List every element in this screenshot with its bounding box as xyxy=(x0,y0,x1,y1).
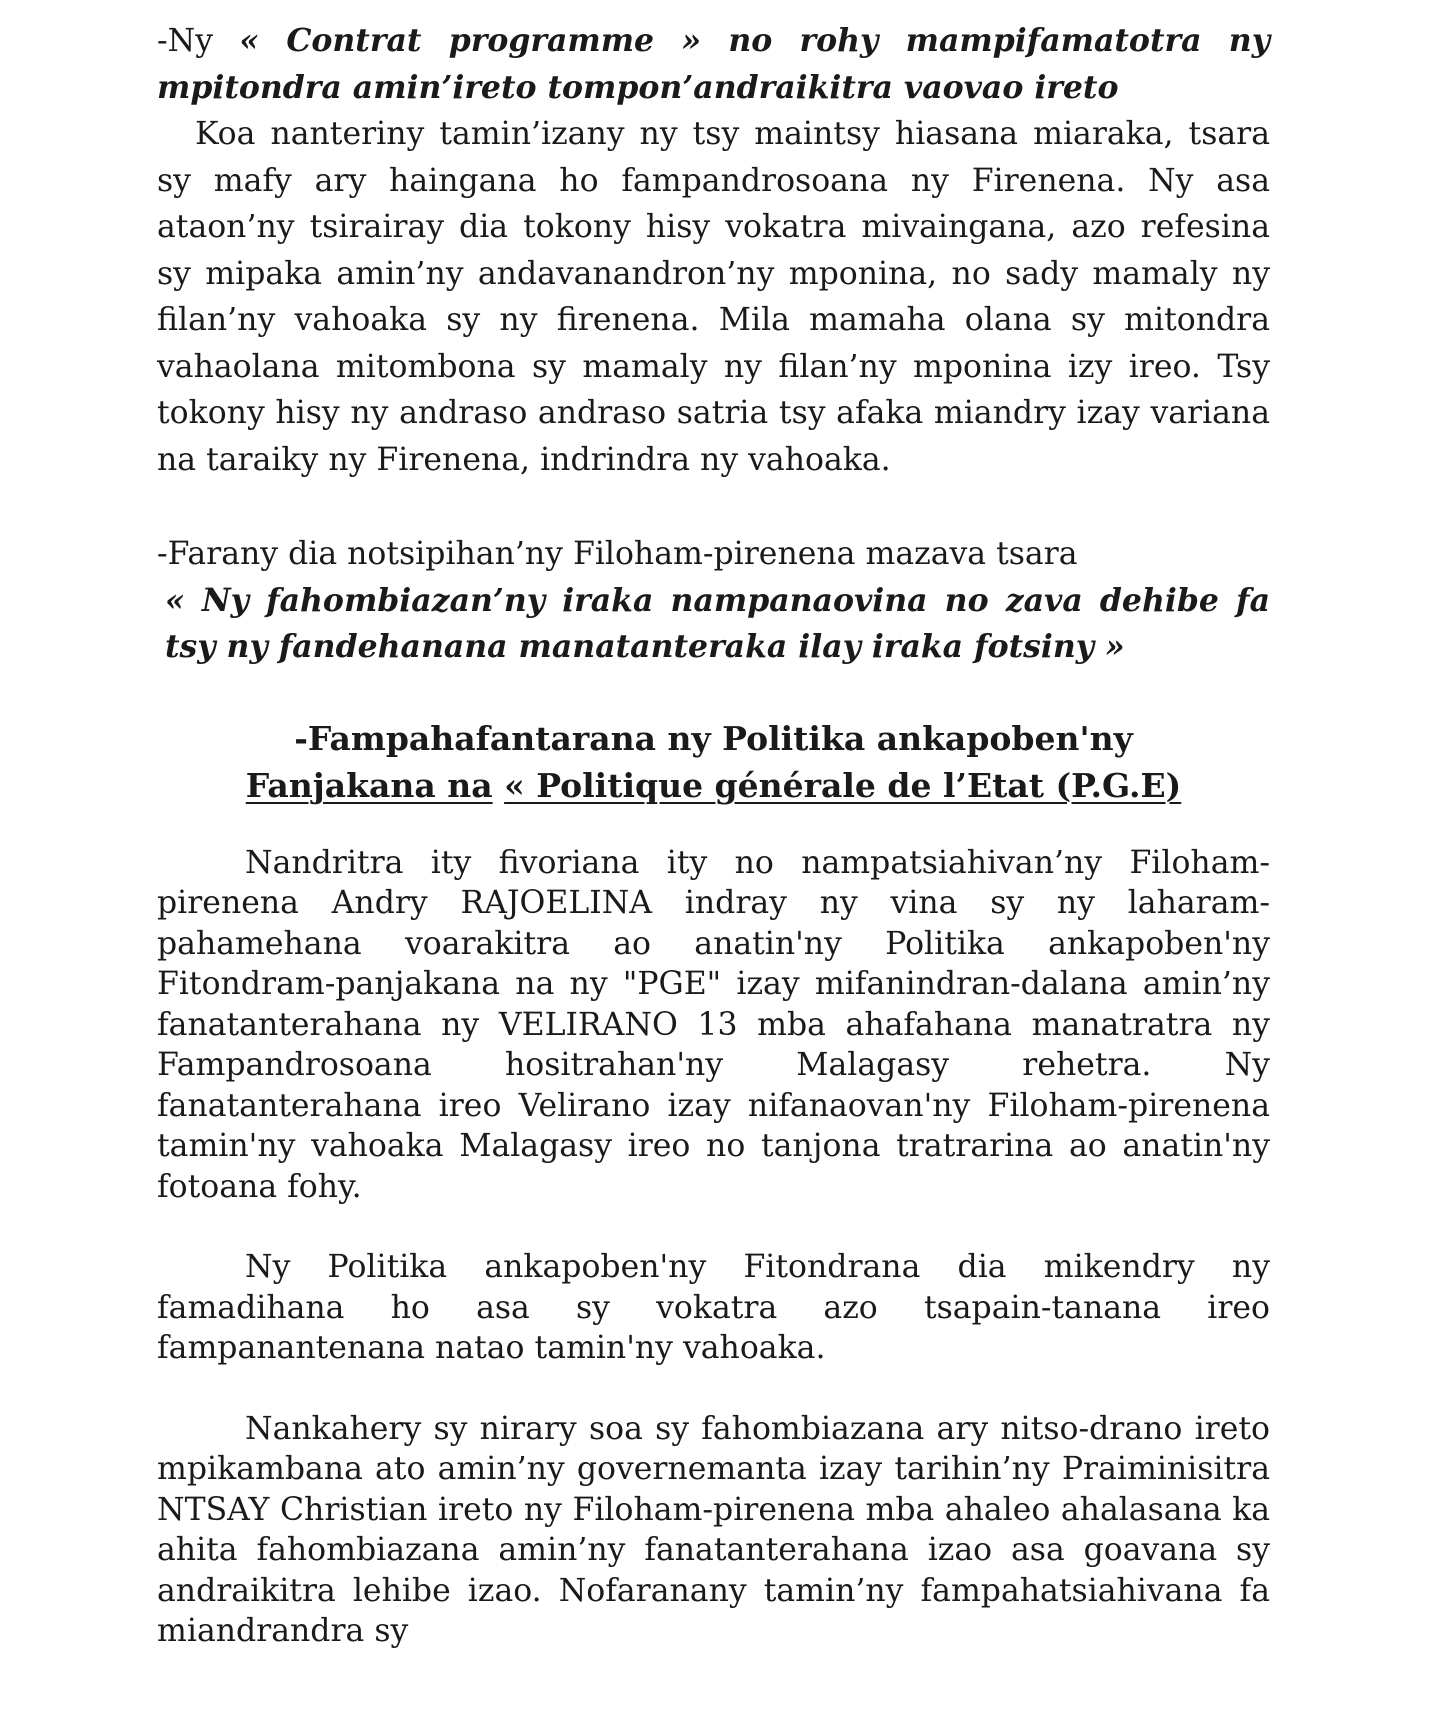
pge-heading-line2 xyxy=(157,762,1270,809)
pge-heading-line1: -Fampahafantarana ny Politika ankapoben'ny xyxy=(294,718,1133,758)
president-quote: « Ny fahombiazan’ny iraka nampanaovina no zava dehibe fa tsy ny fandehanana manatanteraka ilay iraka fotsiny » xyxy=(165,581,1270,665)
paragraph-pge-vision: Nandritra ity fivoriana ity no nampatsiahivan’ny Filoham-pirenena Andry RAJOELINA indray ny vina sy ny laharam-pahamehana voarakitra ao anatin'ny Politika ankapoben'ny Fitondram-panjakana na ny "PGE" izay mifanindran-dalana amin’ny fanatanterahana ny VELIRANO 13 mba ahafahana manatratra ny Fampandrosoana hositrahan'ny Malagasy rehetra. Ny fanatanterahana ireo Velirano izay nifanaovan'ny Filoham-pirenena tamin'ny vahoaka Malagasy ireo no tanjona tratrarina ao anatin'ny fotoana fohy. xyxy=(157,844,1270,1205)
contrat-programme-title: « Contrat programme » no rohy mampifamatotra ny mpitondra amin’ireto tompon’andraikitra vaovao ireto xyxy=(157,22,1270,106)
pge-heading-part-b: « Politique générale de l’Etat (P.G.E) xyxy=(504,765,1182,805)
closing-intro: -Farany dia notsipihan’ny Filoham-pirenena mazava tsara xyxy=(157,536,1078,572)
dash-prefix: -Ny xyxy=(157,23,240,59)
paragraph-collaboration: Koa nanteriny tamin’izany ny tsy maintsy hiasana miaraka, tsara sy mafy ary haingana ho fampandrosoana ny Firenena. Ny asa ataon’ny tsirairay dia tokony hisy vokatra mivaingana, azo refesina sy mipaka amin’ny andavanandron’ny mponina, no sady mamaly ny filan’ny vahoaka sy ny firenena. Mila mamaha olana sy mitondra vahaolana mitombona sy mamaly ny filan’ny mponina izy ireo. Tsy tokony hisy ny andraso andraso satria tsy afaka miandry izay variana na taraiky ny Firenena, indrindra ny vahoaka. xyxy=(157,116,1270,478)
document-page xyxy=(157,18,1270,1652)
pge-heading-part-a: Fanjakana na xyxy=(245,765,493,805)
paragraph-pge-goal: Ny Politika ankapoben'ny Fitondrana dia mikendry ny famadihana ho asa sy vokatra azo tsapain-tanana ireo fampanantenana natao tamin'ny vahoaka. xyxy=(157,1249,1270,1366)
paragraph-encouragement: Nankahery sy nirary soa sy fahombiazana ary nitso-drano ireto mpikambana ato amin’ny governemanta izay tarihin’ny Praiminisitra NTSAY Christian ireto ny Filoham-pirenena mba ahaleo ahalasana ka ahita fahombiazana amin’ny fanatanterahana izao asa goavana sy andraikitra lehibe izao. Nofaranany tamin’ny fampahatsiahivana fa miandrandra sy xyxy=(157,1410,1270,1649)
contrat-programme-heading xyxy=(157,18,1270,111)
